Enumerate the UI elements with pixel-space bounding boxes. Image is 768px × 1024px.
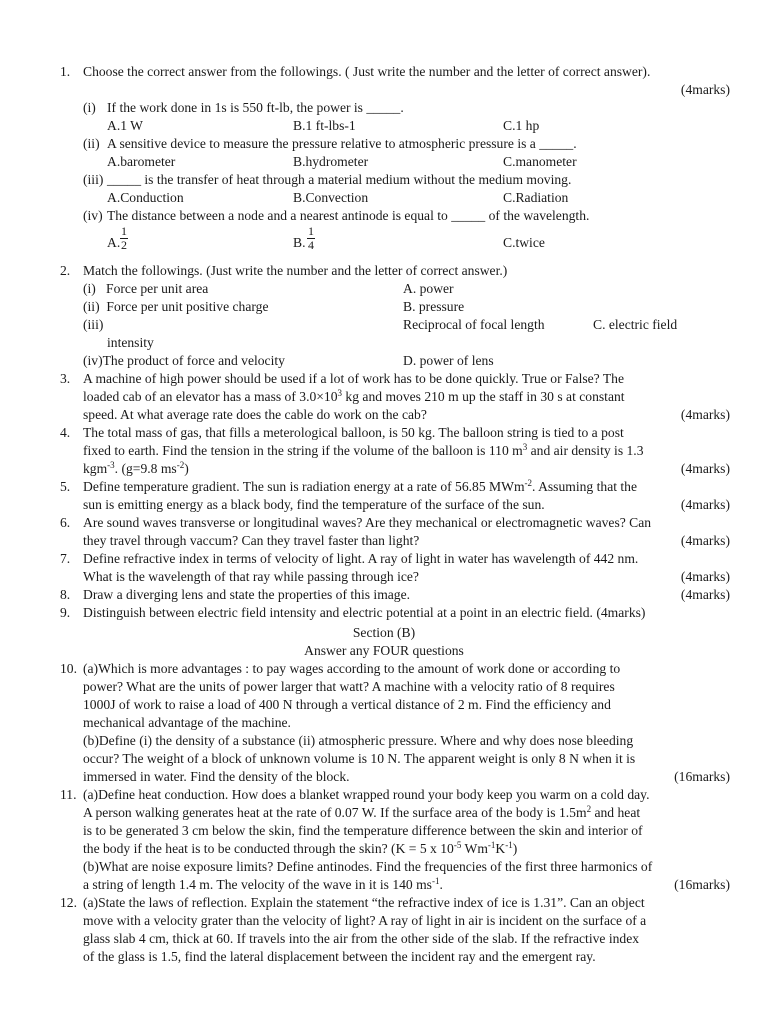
fraction-denominator: 2 [121,238,127,252]
q4-number: 4. [60,425,71,440]
q3-line-2-part: kg and moves 210 m up the staff in 30 s at constant [342,389,625,404]
q4-line-3-part: kgm [83,461,108,476]
superscript: -1 [487,840,496,850]
q7-line-1: Define refractive index in terms of velocity of light. A ray of light in water has wavelength of 442 nm. [83,551,639,566]
q4-line-3-part: ) [184,461,189,476]
q2-text: Match the followings. (Just write the number and the letter of correct answer.) [83,263,508,278]
q1-iv-text: The distance between a node and a nearest antinode is equal to _____ of the wavelength. [107,208,590,223]
q6-number: 6. [60,515,71,530]
q3-line-2 [83,388,625,406]
q1-i-option-a: A.1 W [107,118,143,133]
q11-line-6-part: a string of length 1.4 m. The velocity of the wave in it is 140 ms [83,877,432,892]
superscript: 3 [337,388,343,398]
q12-line: (a)State the laws of reflection. Explain the statement “the refractive index of ice is 1.31”. Can an object [83,895,645,910]
q1-iv-option-c: C.twice [503,235,545,250]
q1-iv-option-a: A. [107,235,121,250]
q1-iii-text: _____ is the transfer of heat through a material medium without the medium moving. [107,172,572,187]
superscript: -2 [524,478,533,488]
q4-line-3-part: . (g=9.8 ms [114,461,177,476]
q1-iii-option-b: B.Convection [293,190,369,205]
superscript: -1 [431,876,440,886]
q11-line-2-part: and heat [591,805,641,820]
q2-row-iii-extra: C. electric field [593,317,678,332]
q11-line-2-part: A person walking generates heat at the rate of 0.07 W. If the surface area of the body is 1.5m [83,805,587,820]
q2-row-ii-left: (ii) Force per unit positive charge [83,299,269,314]
q1-iv-label: (iv) [83,208,103,223]
q1-ii-label: (ii) [83,136,100,151]
q1-iii-option-a: A.Conduction [107,190,184,205]
q4-marks: (4marks) [680,461,730,476]
q2-row-i-right: A. power [403,281,454,296]
q3-number: 3. [60,371,71,386]
q2-number: 2. [60,263,71,278]
q9-number: 9. [60,605,71,620]
q5-line-1 [83,478,637,496]
q1-ii-option-c: C.manometer [503,154,577,169]
q4-line-3 [83,460,189,478]
superscript: 2 [586,804,592,814]
q1-i-label: (i) [83,100,96,115]
fraction-denominator: 4 [308,238,314,252]
q1-ii-text: A sensitive device to measure the pressure relative to atmospheric pressure is a _____. [107,136,577,151]
q1-ii-option-b: B.hydrometer [293,154,369,169]
q10-line: 1000J of work to raise a load of 400 N through a vertical distance of 2 m. Find the efficiency and [83,697,611,712]
q11-line-4-part: K [495,841,506,856]
q10-line: power? What are the units of power larger that watt? A machine with a velocity ratio of 8 requires [83,679,615,694]
q10-marks: (16marks) [674,769,730,784]
q1-iii-label: (iii) [83,172,104,187]
q11-line-6-part: . [439,877,443,892]
q1-text: Choose the correct answer from the followings. ( Just write the number and the letter of correct answer). [83,64,651,79]
q11-line-4-part: the body if the heat is to be conducted through the skin? (K = 5 x 10 [83,841,454,856]
q10-line: occur? The weight of a block of unknown volume is 10 N. The apparent weight is only 8 N when it is [83,751,636,766]
q2-row-iii-continuation: intensity [107,335,154,350]
q10-line: mechanical advantage of the machine. [83,715,291,730]
q6-line-1: Are sound waves transverse or longitudinal waves? Are they mechanical or electromagnetic waves? Can [83,515,652,530]
q11-line-1: (a)Define heat conduction. How does a blanket wrapped round your body keep you warm on a cold day. [83,787,650,802]
q10-line: immersed in water. Find the density of the block. [83,769,350,784]
q3-marks: (4marks) [680,407,730,422]
superscript: 3 [522,442,528,452]
q2-row-iii-right: Reciprocal of focal length [403,317,545,332]
q9-line-1: Distinguish between electric field intensity and electric potential at a point in an electric field. (4marks) [83,605,646,620]
q1-i-text: If the work done in 1s is 550 ft-lb, the power is _____. [107,100,404,115]
q12-line: move with a velocity grater than the velocity of light? A ray of light in air is incident on the surface of a [83,913,647,928]
q2-row-iii-left: (iii) [83,317,104,332]
q8-line-1: Draw a diverging lens and state the properties of this image. [83,587,411,602]
q2-row-iv-left: (iv)The product of force and velocity [83,353,285,368]
q11-line-5: (b)What are noise exposure limits? Define antinodes. Find the frequencies of the first three harmonics of [83,859,653,874]
q1-i-option-b: B.1 ft-lbs-1 [293,118,356,133]
section-instruction: Answer any FOUR questions [304,643,464,658]
q10-line: (a)Which is more advantages : to pay wages according to the amount of work done or according to [83,661,621,676]
q2-row-ii-right: B. pressure [403,299,465,314]
q2-row-iv-right: D. power of lens [403,353,494,368]
q1-number: 1. [60,64,71,79]
fraction-one-half [120,225,128,252]
q11-line-6 [83,876,443,894]
q10-number: 10. [60,661,77,676]
q6-marks: (4marks) [680,533,730,548]
q11-line-4 [83,840,517,858]
section-title: Section (B) [352,625,416,640]
superscript: -1 [505,840,513,850]
q12-number: 12. [60,895,77,910]
q5-marks: (4marks) [680,497,730,512]
q8-marks: (4marks) [680,587,730,602]
q4-line-1: The total mass of gas, that fills a meterological balloon, is 50 kg. The balloon string is tied to a post [83,425,624,440]
q11-line-4-part: Wm [461,841,488,856]
q5-line-2: sun is emitting energy as a black body, find the temperature of the surface of the sun. [83,497,545,512]
superscript: -5 [453,840,462,850]
q7-line-2: What is the wavelength of that ray while passing through ice? [83,569,419,584]
q3-line-3: speed. At what average rate does the cable do work on the cab? [83,407,427,422]
q4-line-2-part: fixed to earth. Find the tension in the string if the volume of the balloon is 110 m [83,443,523,458]
superscript: -3 [107,460,115,470]
fraction-numerator: 1 [121,224,127,238]
q3-line-2-part: loaded cab of an elevator has a mass of 3.0×10 [83,389,338,404]
q5-number: 5. [60,479,71,494]
q11-line-3: is to be generated 3 cm below the skin, find the temperature difference between the skin and interior of [83,823,643,838]
q5-line-1-part: . Assuming that the [532,479,638,494]
q1-iii-option-c: C.Radiation [503,190,569,205]
q10-line: (b)Define (i) the density of a substance (ii) atmospheric pressure. Where and why does nose bleeding [83,733,634,748]
q7-number: 7. [60,551,71,566]
q2-row-i-left: (i) Force per unit area [83,281,209,296]
q11-line-2 [83,804,640,822]
q3-line-1: A machine of high power should be used if a lot of work has to be done quickly. True or False? The [83,371,625,386]
q6-line-2: they travel through vaccum? Can they travel faster than light? [83,533,420,548]
superscript: -2 [176,460,185,470]
q7-marks: (4marks) [680,569,730,584]
q1-iv-option-b: B. [293,235,306,250]
q12-line: glass slab 4 cm, thick at 60. If travels into the air from the other side of the slab. If the refractive index [83,931,640,946]
q4-line-2 [83,442,644,460]
fraction-numerator: 1 [308,224,314,238]
q11-number: 11. [60,787,77,802]
q1-ii-option-a: A.barometer [107,154,176,169]
q1-marks: (4marks) [680,82,730,97]
q4-line-2-part: and air density is 1.3 [527,443,644,458]
q5-line-1-part: Define temperature gradient. The sun is radiation energy at a rate of 56.85 MWm [83,479,525,494]
q12-line: of the glass is 1.5, find the lateral displacement between the incident ray and the emergent ray. [83,949,596,964]
q11-marks: (16marks) [674,877,730,892]
q8-number: 8. [60,587,71,602]
fraction-one-quarter [307,225,315,252]
q11-line-4-part: ) [512,841,518,856]
q1-i-option-c: C.1 hp [503,118,540,133]
